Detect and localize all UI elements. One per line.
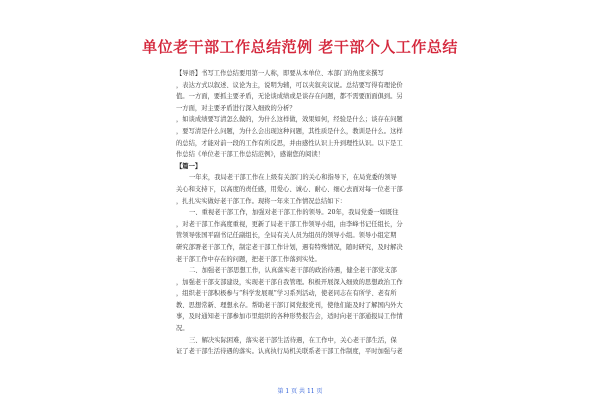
- paragraph-line: 研究部署老干部工作，制定老干部工作计划，遇有特殊情况，随时研究，及时解决: [176, 243, 403, 251]
- paragraph-line: 教、思想常新、理想永存。帮助老干部订阅党报党刊，使他们能及时了解国内外大: [176, 301, 403, 309]
- paragraph-line: 一方面，对主要矛盾进行深入细致的分析？: [176, 104, 296, 112]
- paragraph-line: 一年来，我局老干部工作在上级有关部门的关心和指导下，在局党委的领导: [189, 174, 397, 182]
- paragraph-line: 证了老干部生活待遇的落实。认真执行局机关联系老干部工作制度，平时加强与老: [176, 348, 403, 356]
- document-title: 单位老干部工作总结范例 老干部个人工作总结: [142, 38, 458, 56]
- paragraph-line: ，加强老干部支部建设，实现老干部自我管理。积极开展深入细致的思想政治工作: [176, 278, 403, 286]
- document-body: [176, 68, 424, 358]
- paragraph-line: ，扎扎实实做好老干部工作。现将一年来工作情况总结如下：: [176, 197, 347, 205]
- paragraph-line: 况。: [176, 325, 189, 333]
- paragraph-line: 值。一方面，要抓主要矛盾，无论谈成绩或是谈存在问题，都不需要面面俱到。另: [176, 93, 403, 101]
- paragraph-line: ，对老干部工作高度重视，更新了局老干部工作领导小组，由李峰书记任组长，分: [176, 220, 403, 228]
- paragraph-line: 关心和支持下，以高度的责任感，用爱心、诚心、耐心、细心去面对每一位老干部: [176, 185, 403, 193]
- paragraph-line: 二、加强老干部思想工作，认真落实老干部的政治待遇，健全老干部党支部: [189, 267, 397, 275]
- paragraph-line: ，表达方式以叙述、议论为主，说明为辅，可以夹叙夹议说。总结要写得有理论价: [176, 81, 403, 89]
- paragraph-line: ，如谈成绩要写清怎么做的，为什么这样做，效果如何，经验是什么；谈存在问题: [176, 116, 403, 124]
- paragraph-line: ，要写清是什么问题，为什么会出现这种问题，其性质是什么，教训是什么。这样: [176, 127, 403, 135]
- page-number: 第 1 页 共 11 页: [277, 388, 323, 395]
- paragraph-line: 三、解决实际困难，落实老干部生活待遇，在工作中，关心老干部生活，保: [189, 336, 397, 344]
- paragraph-line: ，组织老干部积极参与“科学发展观”学习系列活动，使老同志在有所学、老有所: [176, 290, 397, 298]
- paragraph-line: 的总结，才能对前一段的工作有所反思，并由感性认识上升到理性认识。以下是工: [176, 139, 403, 147]
- paragraph-line: 管领导张国平副书记任副组长，全局有关人员为组员的领导小组。领导小组定期: [176, 232, 397, 240]
- paragraph-line: 作总结《单位老干部工作总结范例》，感谢您的阅读！: [176, 151, 324, 159]
- paragraph-line: 老干部工作中存在的问题，把老干部工作落到实处。: [176, 255, 321, 263]
- paragraph-line: 【导语】书写工作总结要用第一人称，即要从本单位、本部门的角度来撰写: [176, 70, 384, 77]
- paragraph-line: 一、重视老干部工作，加强对老干部工作的领导。20年，我局党委一如既往: [189, 209, 399, 217]
- paragraph-line: 事，及时通知老干部参加市里组织的各种形势报告会，适时向老干部通报局工作情: [176, 313, 403, 321]
- section-heading: 【篇一】: [176, 162, 202, 170]
